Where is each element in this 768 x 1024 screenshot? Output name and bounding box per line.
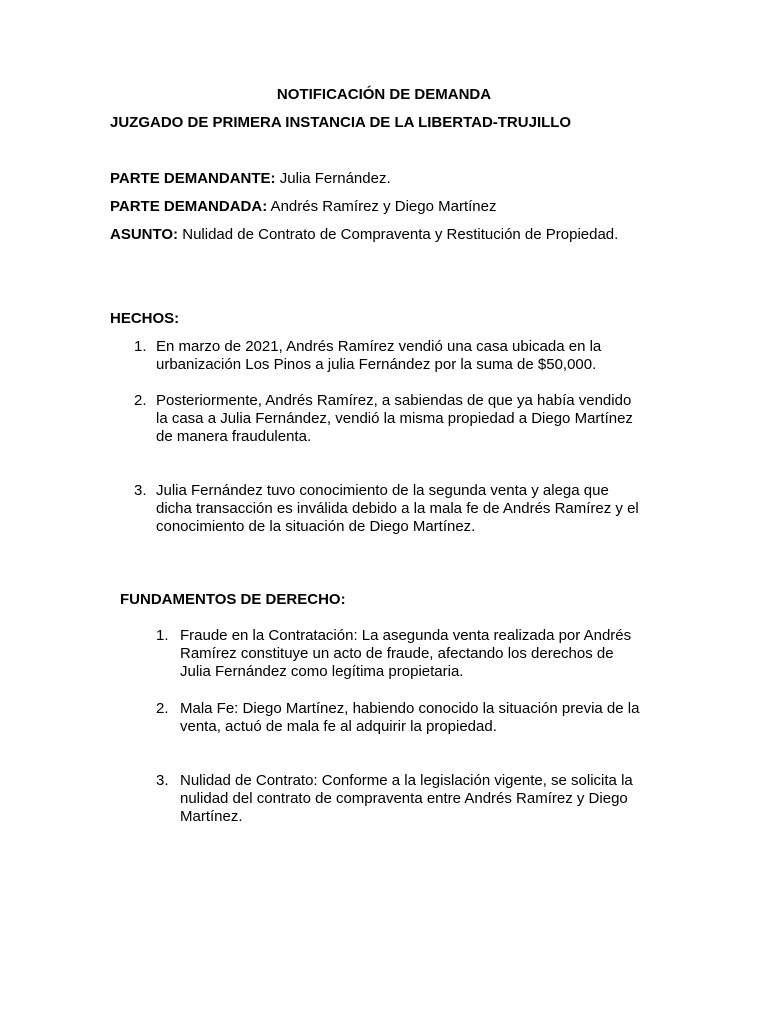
text-line: conocimiento de la situación de Diego Martínez. — [156, 518, 476, 535]
text-line: Julia Fernández tuvo conocimiento de la segunda venta y alega que — [156, 482, 609, 499]
list-item-text — [156, 482, 639, 536]
list-item-text — [156, 392, 633, 446]
list-item-number: 1. — [156, 627, 169, 644]
grounds-heading: FUNDAMENTOS DE DERECHO: — [120, 591, 346, 608]
plaintiff-line — [110, 170, 391, 188]
list-item-text — [180, 700, 639, 736]
text-line: Nulidad de Contrato: Conforme a la legislación vigente, se solicita la — [180, 772, 633, 789]
text-line: Mala Fe: Diego Martínez, habiendo conocido la situación previa de la — [180, 700, 640, 717]
text-line: En marzo de 2021, Andrés Ramírez vendió una casa ubicada en la — [156, 338, 602, 355]
subject-label: ASUNTO: — [110, 226, 179, 243]
plaintiff-label: PARTE DEMANDANTE: — [110, 170, 276, 187]
facts-heading: HECHOS: — [110, 310, 180, 327]
defendant-value: Andrés Ramírez y Diego Martínez — [267, 198, 497, 215]
text-line: Martínez. — [180, 808, 243, 825]
defendant-label: PARTE DEMANDADA: — [110, 198, 268, 215]
text-line: de manera fraudulenta. — [156, 428, 312, 445]
text-line: venta, actuó de mala fe al adquirir la propiedad. — [180, 718, 497, 735]
text-line: Posteriormente, Andrés Ramírez, a sabiendas de que ya había vendido — [156, 392, 632, 409]
court-name: JUZGADO DE PRIMERA INSTANCIA DE LA LIBERTAD-TRUJILLO — [110, 114, 572, 131]
defendant-line — [110, 198, 496, 216]
plaintiff-value: Julia Fernández. — [275, 170, 391, 187]
subject-line — [110, 226, 618, 244]
text-line: la casa a Julia Fernández, vendió la misma propiedad a Diego Martínez — [156, 410, 633, 427]
text-line: Fraude en la Contratación: La asegunda venta realizada por Andrés — [180, 627, 632, 644]
list-item-number: 3. — [156, 772, 169, 789]
list-item-text — [180, 627, 631, 681]
text-line: Julia Fernández como legítima propietaria. — [180, 663, 464, 680]
subject-value: Nulidad de Contrato de Compraventa y Restitución de Propiedad. — [178, 226, 619, 243]
text-line: dicha transacción es inválida debido a la mala fe de Andrés Ramírez y el — [156, 500, 639, 517]
text-line: Ramírez constituye un acto de fraude, afectando los derechos de — [180, 645, 614, 662]
list-item-text — [180, 772, 633, 826]
list-item-number: 2. — [156, 700, 169, 717]
text-line: urbanización Los Pinos a julia Fernández por la suma de $50,000. — [156, 356, 597, 373]
list-item-number: 2. — [134, 392, 147, 409]
document-title: NOTIFICACIÓN DE DEMANDA — [276, 86, 492, 103]
text-line: nulidad del contrato de compraventa entre Andrés Ramírez y Diego — [180, 790, 628, 807]
list-item-number: 3. — [134, 482, 147, 499]
list-item-text — [156, 338, 601, 374]
list-item-number: 1. — [134, 338, 147, 355]
